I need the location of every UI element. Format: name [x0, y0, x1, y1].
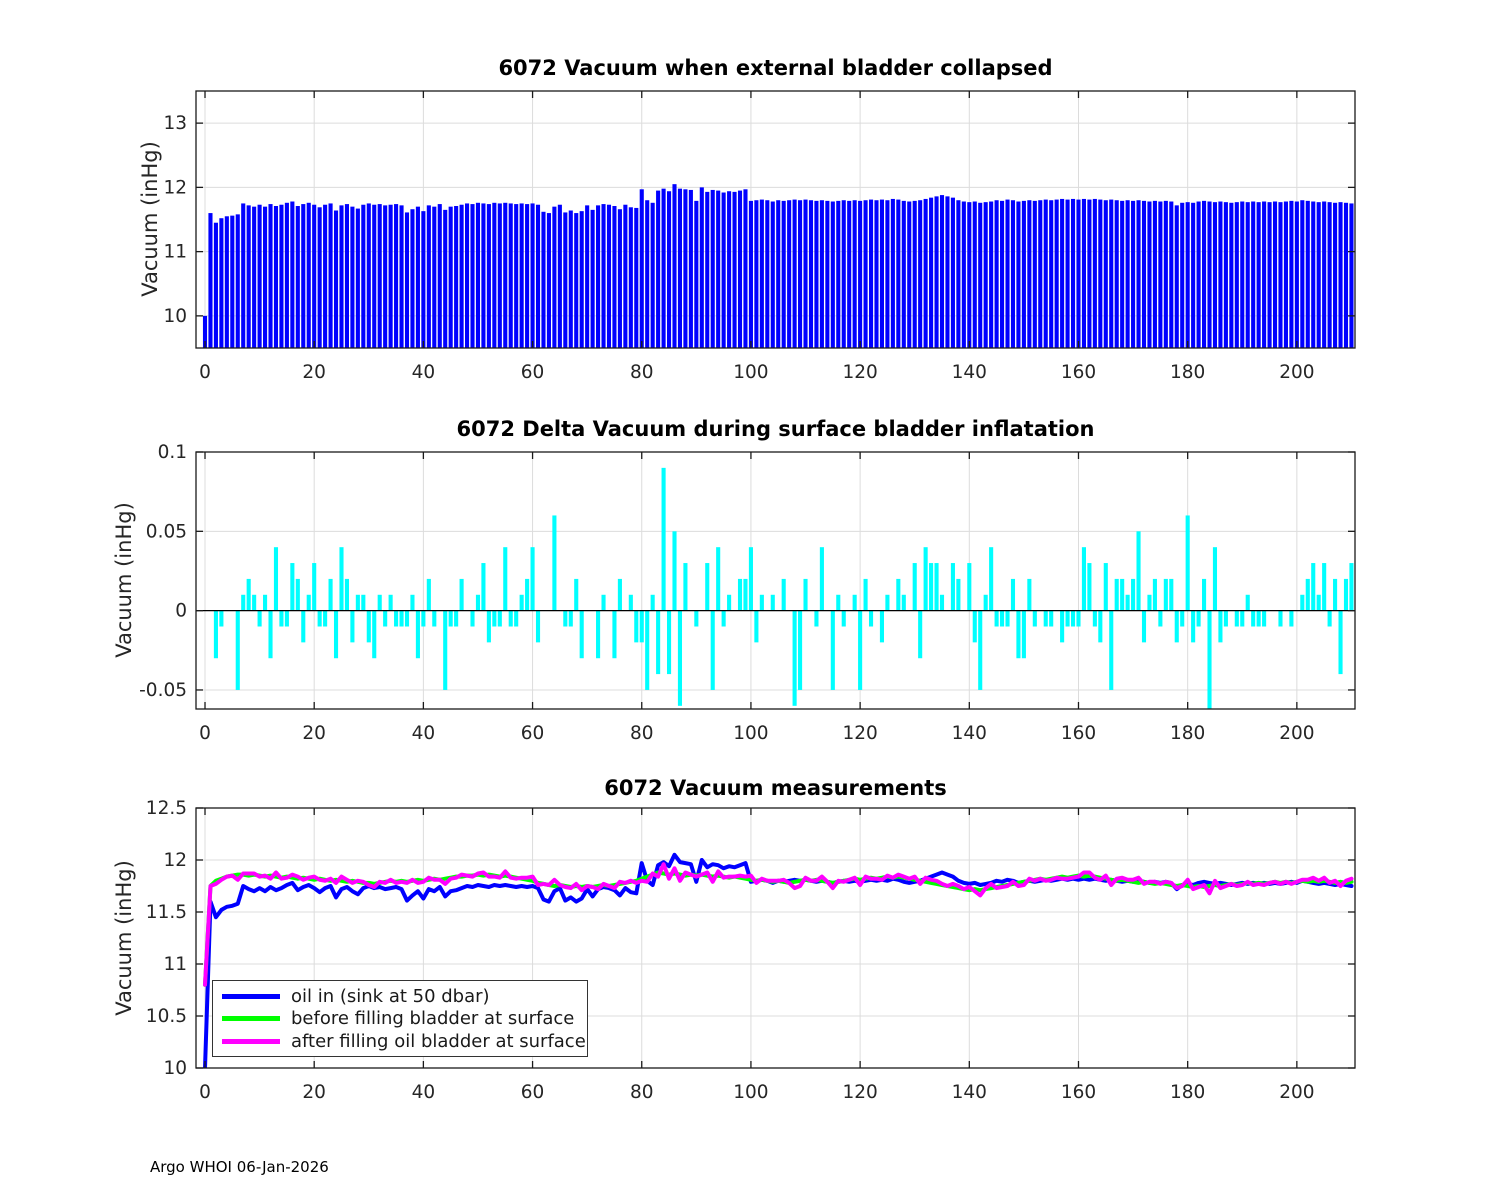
svg-text:20: 20	[302, 723, 326, 744]
svg-text:0: 0	[199, 1082, 211, 1103]
svg-text:0: 0	[175, 600, 187, 622]
before-filling-line-swatch	[222, 1016, 280, 1021]
svg-text:100: 100	[733, 1082, 769, 1103]
svg-text:140: 140	[951, 362, 987, 383]
svg-text:120: 120	[842, 362, 878, 383]
svg-text:12: 12	[163, 850, 187, 871]
svg-text:-0.05: -0.05	[139, 679, 187, 701]
svg-text:10.5: 10.5	[145, 1006, 187, 1027]
svg-text:0.05: 0.05	[145, 521, 187, 543]
svg-text:60: 60	[520, 362, 545, 383]
svg-text:160: 160	[1060, 1082, 1097, 1103]
collapsed-vacuum-ylabel: Vacuum (inHg)	[138, 141, 162, 297]
svg-text:0: 0	[199, 362, 211, 383]
svg-text:40: 40	[411, 1082, 436, 1103]
svg-text:120: 120	[842, 1082, 878, 1103]
svg-text:80: 80	[629, 1082, 654, 1103]
svg-text:140: 140	[951, 723, 987, 744]
oil-in-line-swatch	[222, 994, 280, 999]
svg-text:40: 40	[411, 723, 436, 744]
svg-text:12.5: 12.5	[145, 798, 187, 819]
after-filling-line-swatch	[222, 1039, 280, 1044]
svg-text:20: 20	[302, 362, 326, 383]
collapsed-vacuum-bar-chart	[163, 91, 1355, 383]
svg-text:200: 200	[1279, 362, 1315, 383]
svg-text:200: 200	[1279, 723, 1315, 744]
svg-text:60: 60	[520, 1082, 545, 1103]
legend-label-after-filling: after filling oil bladder at surface	[291, 1030, 586, 1052]
footer-stamp: Argo WHOI 06-Jan-2026	[150, 1158, 329, 1176]
svg-text:0: 0	[199, 723, 211, 744]
svg-text:10: 10	[163, 305, 187, 327]
svg-text:40: 40	[411, 362, 436, 383]
svg-text:100: 100	[733, 723, 769, 744]
svg-text:60: 60	[520, 723, 545, 744]
svg-text:140: 140	[951, 1082, 987, 1103]
legend-label-oil-in: oil in (sink at 50 dbar)	[291, 985, 490, 1007]
svg-text:10: 10	[163, 1058, 187, 1079]
vacuum-measurements-line-chart	[146, 798, 1355, 1103]
legend-entry-before-filling	[213, 1008, 587, 1029]
svg-text:11.5: 11.5	[145, 902, 187, 923]
legend	[212, 980, 588, 1057]
svg-text:200: 200	[1279, 1082, 1315, 1103]
svg-text:160: 160	[1060, 723, 1097, 744]
svg-text:80: 80	[629, 362, 654, 383]
delta-vacuum-bar-chart	[139, 442, 1355, 744]
svg-text:11: 11	[163, 954, 187, 975]
svg-text:0.1: 0.1	[157, 442, 187, 463]
svg-text:160: 160	[1060, 362, 1097, 383]
svg-text:180: 180	[1170, 1082, 1206, 1103]
legend-entry-oil-in	[213, 986, 587, 1007]
svg-text:180: 180	[1170, 723, 1206, 744]
vacuum-measurements-ylabel: Vacuum (inHg)	[112, 860, 136, 1016]
svg-text:13: 13	[163, 113, 187, 135]
delta-vacuum-title: 6072 Delta Vacuum during surface bladder inflatation	[456, 417, 1095, 441]
svg-text:120: 120	[842, 723, 878, 744]
svg-text:80: 80	[629, 723, 654, 744]
vacuum-measurements-title: 6072 Vacuum measurements	[604, 776, 947, 800]
svg-text:180: 180	[1170, 362, 1206, 383]
collapsed-vacuum-title: 6072 Vacuum when external bladder collapsed	[498, 56, 1053, 80]
legend-entry-after-filling	[213, 1031, 587, 1052]
delta-vacuum-ylabel: Vacuum (inHg)	[112, 502, 136, 658]
svg-text:20: 20	[302, 1082, 326, 1103]
svg-text:100: 100	[733, 362, 769, 383]
svg-text:12: 12	[163, 177, 187, 199]
legend-label-before-filling: before filling bladder at surface	[291, 1008, 575, 1029]
svg-text:11: 11	[163, 241, 187, 263]
